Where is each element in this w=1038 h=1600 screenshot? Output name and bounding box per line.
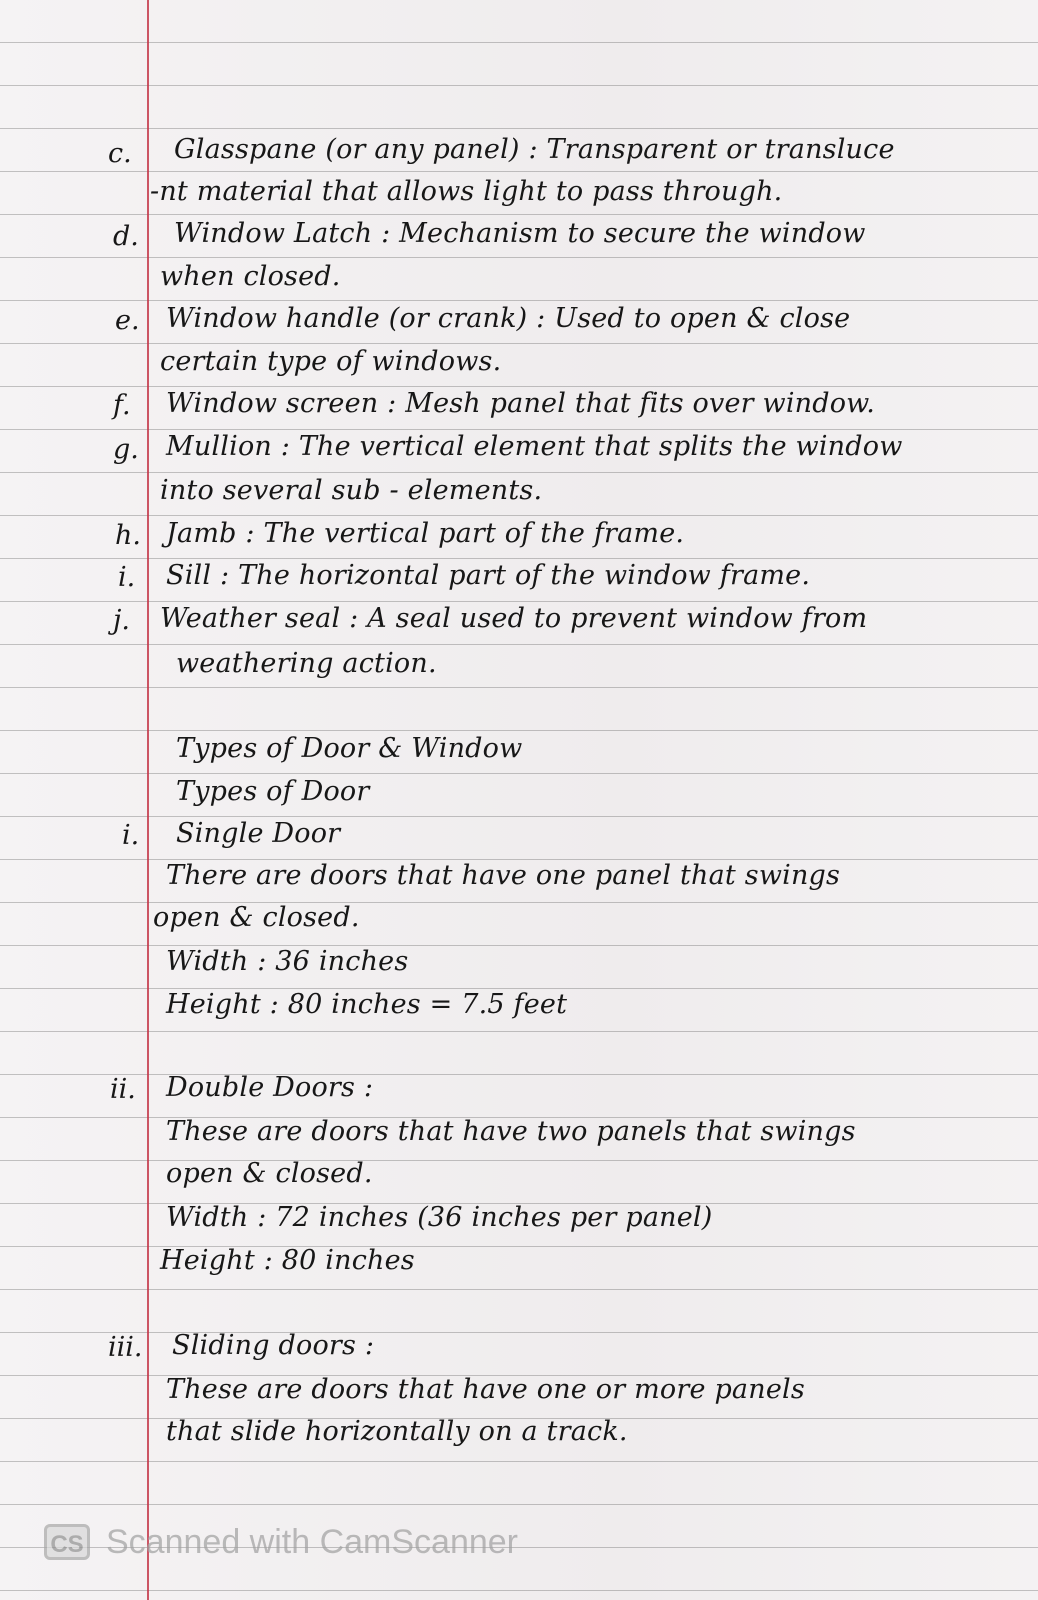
door-marker: ii. xyxy=(110,1074,136,1105)
note-line: Glasspane (or any panel) : Transparent or transluce xyxy=(174,134,895,165)
door-description: These are doors that have two panels that swings xyxy=(166,1116,856,1147)
door-spec: Width : 36 inches xyxy=(166,946,409,977)
door-spec: Height : 80 inches = 7.5 feet xyxy=(166,989,568,1020)
door-spec: Height : 80 inches xyxy=(160,1245,415,1276)
item-marker: f. xyxy=(113,390,131,421)
door-marker: i. xyxy=(122,820,140,851)
door-title: Double Doors : xyxy=(166,1072,374,1103)
door-title: Sliding doors : xyxy=(172,1330,375,1361)
door-description: There are doors that have one panel that swings xyxy=(166,860,841,891)
camscanner-logo-icon: CS xyxy=(44,1524,90,1560)
margin-line xyxy=(147,0,149,1600)
item-marker: j. xyxy=(113,605,130,636)
watermark-text: Scanned with CamScanner xyxy=(106,1523,519,1561)
door-title: Single Door xyxy=(176,818,341,849)
note-line: Sill : The horizontal part of the window frame. xyxy=(166,560,811,591)
note-line: Weather seal : A seal used to prevent window from xyxy=(160,603,868,634)
item-marker: c. xyxy=(108,138,132,169)
note-line: Window handle (or crank) : Used to open & close xyxy=(166,303,851,334)
note-line: Window Latch : Mechanism to secure the window xyxy=(174,218,866,249)
note-line: when closed. xyxy=(160,261,341,292)
door-description: open & closed. xyxy=(153,902,360,933)
door-description: open & closed. xyxy=(166,1158,373,1189)
door-marker: iii. xyxy=(108,1332,143,1363)
item-marker: i. xyxy=(118,562,136,593)
item-marker: d. xyxy=(113,221,139,252)
note-line: -nt material that allows light to pass through. xyxy=(150,176,783,207)
item-marker: g. xyxy=(113,434,139,465)
note-line: Window screen : Mesh panel that fits over window. xyxy=(166,388,876,419)
door-description: These are doors that have one or more panels xyxy=(166,1374,805,1405)
item-marker: h. xyxy=(115,520,141,551)
door-description: that slide horizontally on a track. xyxy=(166,1416,628,1447)
note-line: into several sub - elements. xyxy=(160,475,543,506)
note-line: Jamb : The vertical part of the frame. xyxy=(166,518,685,549)
door-spec: Width : 72 inches (36 inches per panel) xyxy=(166,1202,713,1233)
camscanner-watermark xyxy=(44,1521,518,1563)
note-line: Mullion : The vertical element that splits the window xyxy=(166,431,903,462)
section-title: Types of Door & Window xyxy=(176,733,523,764)
item-marker: e. xyxy=(115,305,140,336)
note-line: certain type of windows. xyxy=(160,346,502,377)
section-subtitle: Types of Door xyxy=(176,776,370,807)
note-line: weathering action. xyxy=(176,648,437,679)
